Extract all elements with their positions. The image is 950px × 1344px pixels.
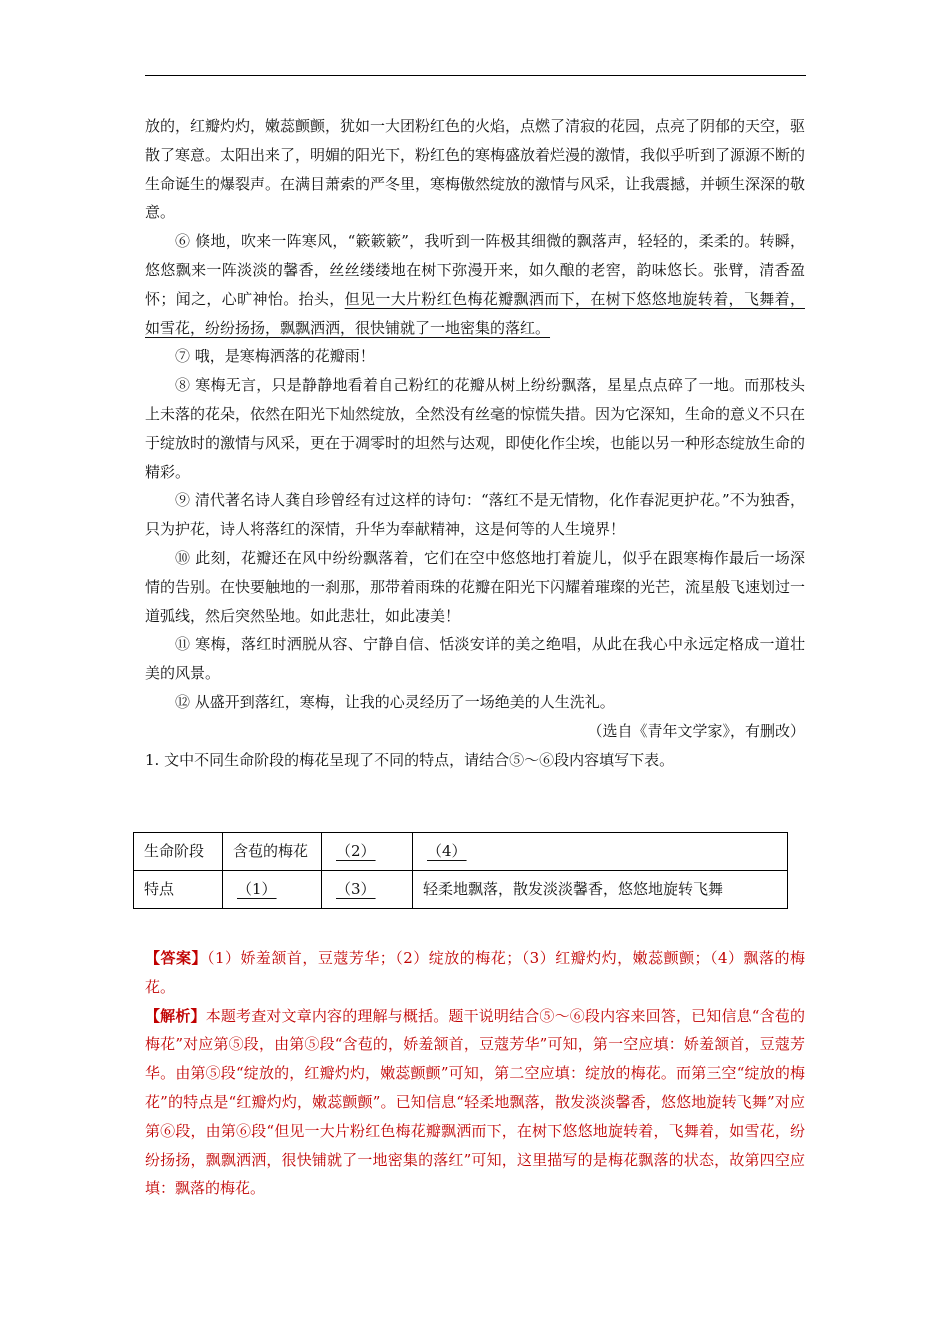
table-cell bbox=[322, 833, 413, 871]
paragraph-6 bbox=[145, 227, 805, 342]
answer-table bbox=[133, 832, 788, 909]
analysis-line bbox=[145, 1002, 805, 1204]
analysis-label: 【解析】 bbox=[145, 1006, 206, 1025]
paragraph-6-text: ⑥ 倏地，吹来一阵寒风，“簌簌簌”，我听到一阵极其细微的飘落声，轻轻的，柔柔的。转瞬，悠悠飘来一阵淡淡的馨香，丝丝缕缕地在树下弥漫开来，如久酿的老窖，韵味悠长。张臂，清香盈怀；闻之，心旷神怡。抬头， bbox=[145, 232, 805, 308]
paragraph-8: ⑧ 寒梅无言，只是静静地看着自己粉红的花瓣从树上纷纷飘落，星星点点碎了一地。而那枝头上未落的花朵，依然在阳光下灿然绽放，全然没有丝毫的惊慌失措。因为它深知，生命的意义不只在于绽放时的激情与风采，更在于凋零时的坦然与达观，即使化作尘埃，也能以另一种形态绽放生命的精彩。 bbox=[145, 376, 806, 481]
answer-line bbox=[145, 944, 805, 1002]
question-1: 1. 文中不同生命阶段的梅花呈现了不同的特点，请结合⑤～⑥段内容填写下表。 bbox=[145, 750, 675, 769]
table-cell: 轻柔地飘落，散发淡淡馨香，悠悠地旋转飞舞 bbox=[413, 870, 788, 908]
answer-text: （1）娇羞颔首，豆蔻芳华；（2）绽放的梅花；（3）红瓣灼灼，嫩蕊颤颤；（4）飘落的梅花。 bbox=[145, 949, 805, 996]
table-cell bbox=[322, 870, 413, 908]
blank-3[interactable]: （3） bbox=[336, 879, 376, 898]
table-cell bbox=[413, 833, 788, 871]
paragraph-12: ⑫ 从盛开到落红，寒梅，让我的心灵经历了一场绝美的人生洗礼。 bbox=[175, 692, 615, 711]
answer-section bbox=[145, 944, 805, 1203]
analysis-text: 本题考查对文章内容的理解与概括。题干说明结合⑤～⑥段内容来回答，已知信息“含苞的梅花”对应第⑤段，由第⑤段“含苞的，娇羞颔首，豆蔻芳华”可知，第一空应填：娇羞颔首，豆蔻芳华。由第⑤段“绽放的，红瓣灼灼，嫩蕊颤颤”可知，第二空应填：绽放的梅花。而第三空“绽放的梅花”的特点是“红瓣灼灼，嫩蕊颤颤”。已知信息“轻柔地飘落，散发淡淡馨香，悠悠地旋转飞舞”对应第⑥段，由第⑥段“但见一大片粉红色梅花瓣飘洒而下，在树下悠悠地旋转着，飞舞着，如雪花，纷纷扬扬，飘飘洒洒，很快铺就了一地密集的落红”可知，这里描写的是梅花飘落的状态，故第四空应填：飘落的梅花。 bbox=[145, 1006, 805, 1198]
table-row bbox=[134, 833, 788, 871]
answer-label: 【答案】 bbox=[145, 949, 207, 967]
blank-1[interactable]: （1） bbox=[237, 879, 277, 898]
table-header-cell: 生命阶段 bbox=[134, 833, 223, 871]
paragraph-5-continued: 放的，红瓣灼灼，嫩蕊颤颤，犹如一大团粉红色的火焰，点燃了清寂的花园，点亮了阴郁的天空，驱散了寒意。太阳出来了，明媚的阳光下，粉红色的寒梅盛放着烂漫的激情，我似乎听到了源源不断的生命诞生的爆裂声。在满目萧索的严冬里，寒梅傲然绽放的激情与风采，让我震撼，并顿生深深的敬意。 bbox=[145, 117, 806, 222]
blank-4[interactable]: （4） bbox=[427, 842, 467, 860]
article-body bbox=[145, 112, 805, 774]
paragraph-7: ⑦ 哦，是寒梅洒落的花瓣雨！ bbox=[175, 347, 375, 366]
paragraph-9: ⑨ 清代著名诗人龚自珍曾经有过这样的诗句：“落红不是无情物，化作春泥更护花。”不为独香，只为护花，诗人将落红的深情，升华为奉献精神，这是何等的人生境界！ bbox=[145, 491, 805, 539]
blank-2[interactable]: （2） bbox=[336, 842, 376, 860]
table-header-cell: 特点 bbox=[134, 870, 223, 908]
paragraph-11: ⑪ 寒梅，落红时洒脱从容、宁静自信、恬淡安详的美之绝唱，从此在我心中永远定格成一道壮美的风景。 bbox=[145, 635, 805, 683]
source-citation: （选自《青年文学家》，有删改） bbox=[587, 721, 805, 740]
header-rule bbox=[145, 75, 806, 76]
table-cell bbox=[223, 870, 322, 908]
table-cell: 含苞的梅花 bbox=[223, 833, 322, 871]
paragraph-10: ⑩ 此刻，花瓣还在风中纷纷飘落着，它们在空中悠悠地打着旋儿，似乎在跟寒梅作最后一场深情的告别。在快要触地的一刹那，那带着雨珠的花瓣在阳光下闪耀着璀璨的光芒，流星般飞速划过一道弧线，然后突然坠地。如此悲壮，如此凄美！ bbox=[145, 548, 806, 625]
paragraph-6-underlined: 但见一大片粉红色梅花瓣飘洒而下，在树下悠悠地旋转着，飞舞着，如雪花，纷纷扬扬，飘飘洒洒，很快铺就了一地密集的落红。 bbox=[145, 289, 805, 337]
table-row bbox=[134, 870, 788, 908]
